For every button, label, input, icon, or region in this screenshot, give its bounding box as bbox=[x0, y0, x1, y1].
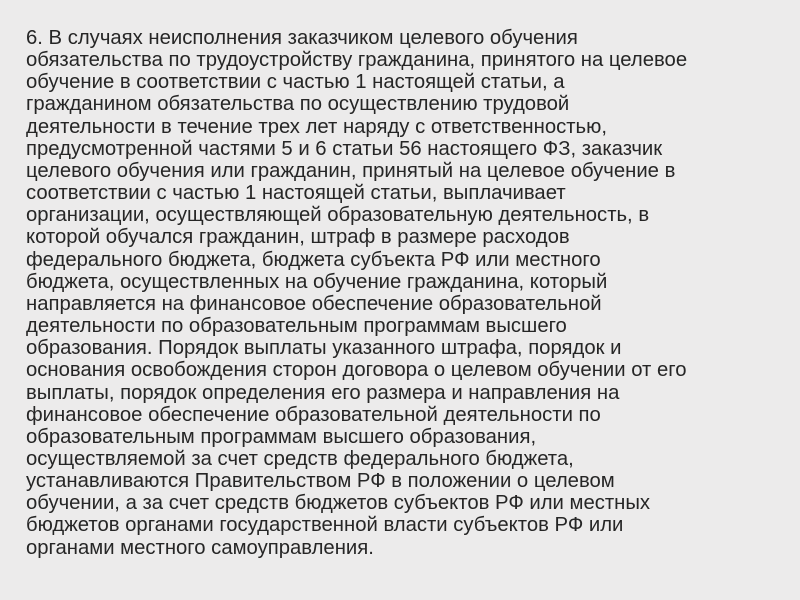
text-line: целевого обучения или гражданин, принятый на целевое обучение в bbox=[26, 159, 676, 182]
text-line: бюджета, осуществленных на обучение гражданина, который bbox=[26, 270, 608, 293]
text-line: организации, осуществляющей образовательную деятельность, в bbox=[26, 204, 650, 227]
text-line: образовательным программам высшего образования, bbox=[26, 425, 537, 448]
text-line: соответствии с частью 1 настоящей статьи, выплачивает bbox=[26, 182, 566, 205]
text-line: 6. В случаях неисполнения заказчиком целевого обучения bbox=[26, 27, 578, 49]
text-line: предусмотренной частями 5 и 6 статьи 56 настоящего ФЗ, заказчик bbox=[26, 137, 663, 160]
text-line: обязательства по трудоустройству гражданина, принятого на целевое bbox=[26, 49, 688, 72]
text-line: обучении, а за счет средств бюджетов субъектов РФ или местных bbox=[26, 492, 651, 515]
text-line: органами местного самоуправления. bbox=[26, 536, 374, 559]
text-line: которой обучался гражданин, штраф в размере расходов bbox=[26, 226, 570, 249]
text-line: деятельности по образовательным программам высшего bbox=[26, 315, 567, 338]
text-line: основания освобождения сторон договора о целевом обучении от его bbox=[26, 359, 687, 382]
text-line: федерального бюджета, бюджета субъекта РФ или местного bbox=[26, 248, 601, 271]
text-line: деятельности в течение трех лет наряду с ответственностью, bbox=[26, 115, 607, 138]
text-line: выплаты, порядок определения его размера и направления на bbox=[26, 381, 620, 404]
text-line: обучение в соответствии с частью 1 настоящей статьи, а bbox=[26, 71, 565, 94]
text-line: направляется на финансовое обеспечение образовательной bbox=[26, 292, 602, 315]
text-line: финансовое обеспечение образовательной деятельности по bbox=[26, 403, 601, 426]
paragraph-6 bbox=[26, 27, 760, 559]
text-line: осуществляемой за счет средств федерального бюджета, bbox=[26, 447, 574, 470]
text-line: гражданином обязательства по осуществлению трудовой bbox=[26, 93, 570, 116]
text-line: образования. Порядок выплаты указанного штрафа, порядок и bbox=[26, 337, 622, 360]
text-line: бюджетов органами государственной власти субъектов РФ или bbox=[26, 514, 624, 537]
text-line: устанавливаются Правительством РФ в положении о целевом bbox=[26, 470, 615, 493]
